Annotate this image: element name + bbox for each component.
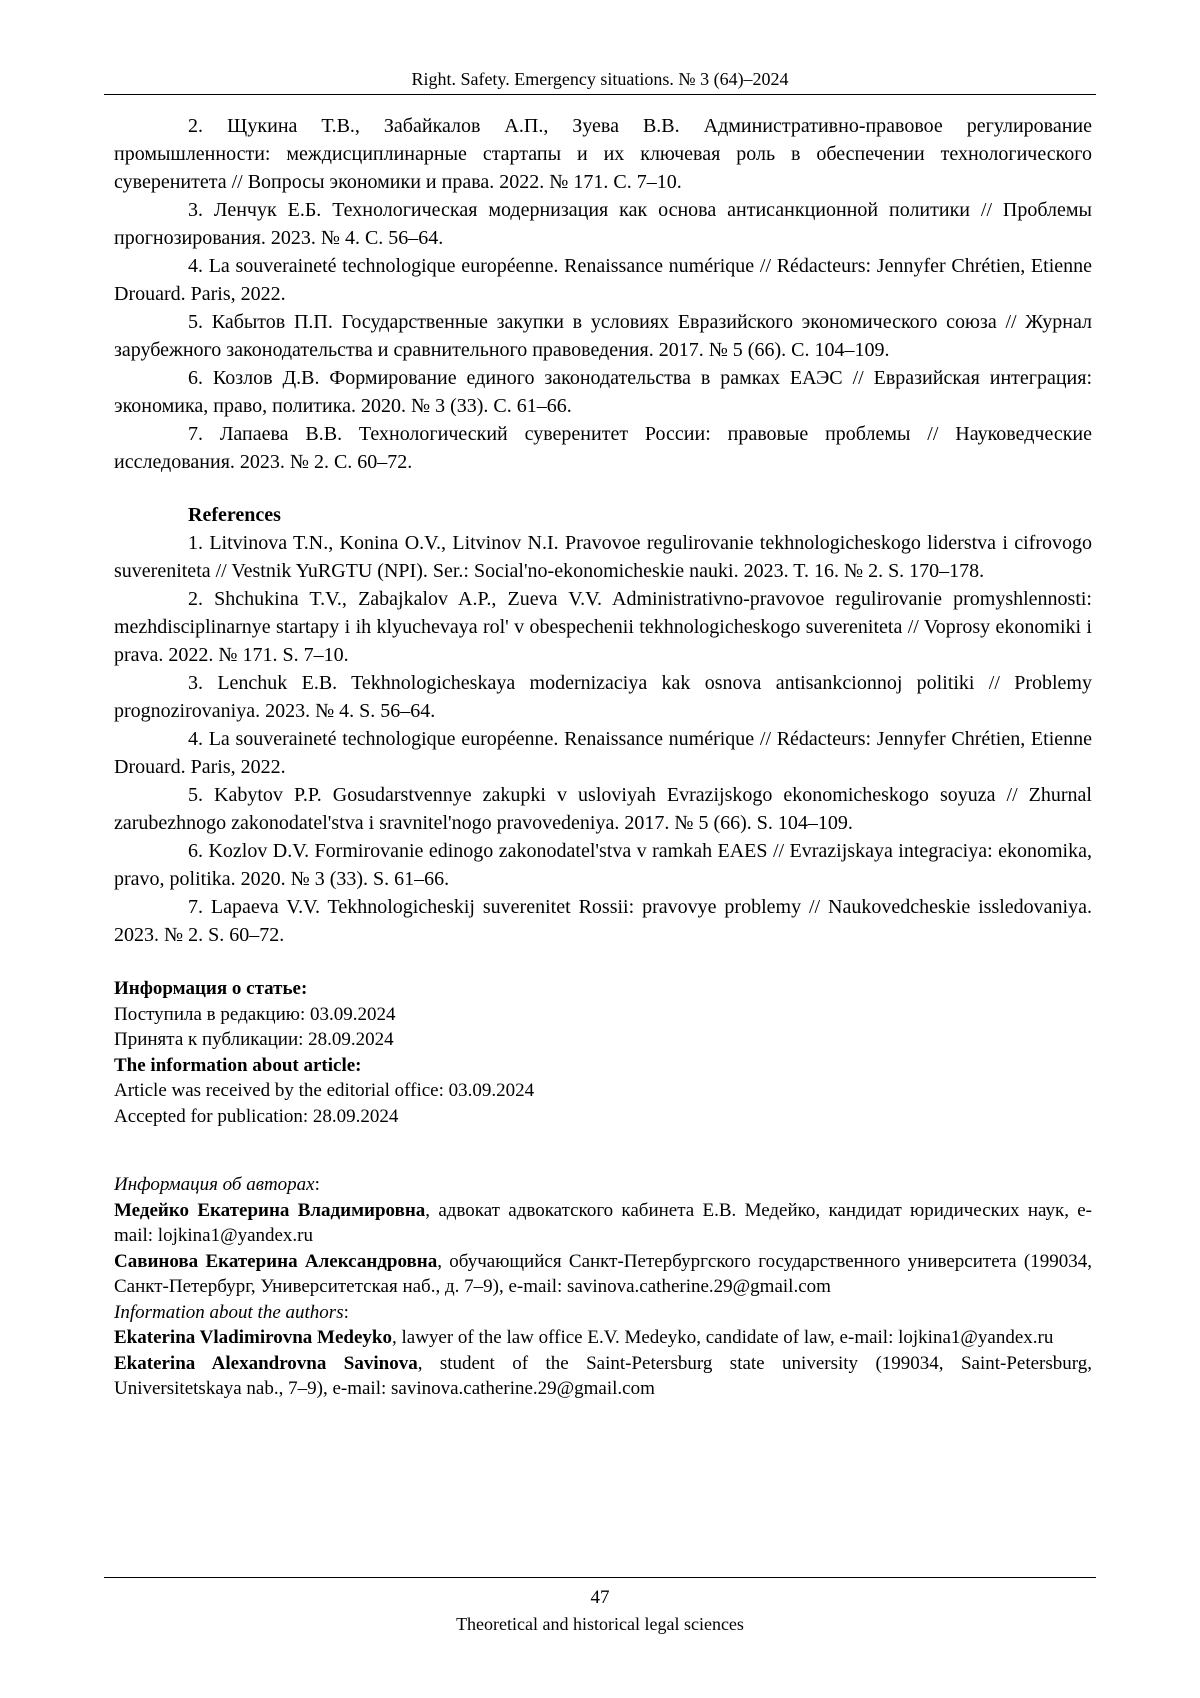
authors-en-heading-text: Information about the authors bbox=[114, 1301, 344, 1323]
authors-en-heading bbox=[114, 1300, 1092, 1326]
page-body bbox=[114, 112, 1092, 1402]
author-entry bbox=[114, 1325, 1092, 1351]
reference-item: 3. Lenchuk E.B. Tekhnologicheskaya modernizaciya kak osnova antisankcionnoj politiki // Problemy prognozirovaniya. 2023. № 4. S. 56–64. bbox=[114, 672, 1092, 722]
author-details: , student of the Saint-Petersburg state university (199034, Saint-Petersburg, Universitetskaya nab., 7–9), e-mail: savinova.catherine.29@gmail.com bbox=[114, 1352, 1092, 1399]
reference-item: 1. Litvinova T.N., Konina O.V., Litvinov N.I. Pravovoe regulirovanie tekhnologicheskogo liderstva i cifrovogo suvereniteta // Vestnik YuRGTU (NPI). Ser.: Social'no-ekonomicheskie nauki. 2023. T. 16. № 2. S. 170–178. bbox=[114, 532, 1092, 582]
author-name: Ekaterina Alexandrovna Savinova bbox=[114, 1352, 418, 1374]
article-info-ru-heading: Информация о статье: bbox=[114, 978, 308, 999]
article-info-en-heading: The information about article: bbox=[114, 1054, 362, 1076]
literature-item: 2. Щукина Т.В., Забайкалов А.П., Зуева В.В. Административно-правовое регулирование промышленности: междисциплинарные стартапы и их ключевая роль в обеспечении технологического суверенитета // Вопросы экономики и права. 2022. № 171. С. 7–10. bbox=[114, 115, 1092, 193]
literature-item: 5. Кабытов П.П. Государственные закупки в условиях Евразийского экономического союза // Журнал зарубежного законодательства и сравнительного правоведения. 2017. № 5 (66). С. 104–109. bbox=[114, 311, 1092, 361]
received-date-ru: Поступила в редакцию: 03.09.2024 bbox=[114, 1003, 396, 1025]
references-heading: References bbox=[188, 504, 281, 526]
header-rule bbox=[104, 94, 1096, 95]
literature-item: 7. Лапаева В.В. Технологический суверенитет России: правовые проблемы // Науковедческие исследования. 2023. № 2. С. 60–72. bbox=[114, 423, 1092, 473]
authors-en-heading-colon: : bbox=[343, 1301, 349, 1323]
literature-list bbox=[114, 112, 1092, 476]
author-entry bbox=[114, 1198, 1092, 1249]
authors-info bbox=[114, 1172, 1092, 1402]
accepted-date-en: Accepted for publication: 28.09.2024 bbox=[114, 1105, 399, 1127]
reference-item: 4. La souveraineté technologique européenne. Renaissance numérique // Rédacteurs: Jennyfer Chrétien, Etienne Drouard. Paris, 2022. bbox=[114, 728, 1092, 778]
author-name: Ekaterina Vladimirovna Medeyko bbox=[114, 1327, 392, 1348]
authors-ru-heading-text: Информация об авторах bbox=[114, 1174, 315, 1195]
literature-item: 6. Козлов Д.В. Формирование единого законодательства в рамках ЕАЭС // Евразийская интеграция: экономика, право, политика. 2020. № 3 (33). С. 61–66. bbox=[114, 367, 1092, 417]
footer-rule bbox=[104, 1577, 1096, 1578]
article-info bbox=[114, 976, 1092, 1129]
page-number: 47 bbox=[590, 1587, 610, 1608]
literature-item: 3. Ленчук Е.Б. Технологическая модернизация как основа антисанкционной политики // Проблемы прогнозирования. 2023. № 4. С. 56–64. bbox=[114, 199, 1092, 249]
author-entry bbox=[114, 1351, 1092, 1402]
authors-ru-heading-colon: : bbox=[314, 1174, 320, 1195]
author-details: , адвокат адвокатского кабинета Е.В. Медейко, кандидат юридических наук, e-mail: lojkina1@yandex.ru bbox=[114, 1199, 1092, 1246]
running-header: Right. Safety. Emergency situations. № 3 (64)–2024 bbox=[411, 69, 789, 89]
reference-item: 6. Kozlov D.V. Formirovanie edinogo zakonodatel'stva v ramkah EAES // Evrazijskaya integraciya: ekonomika, pravo, politika. 2020. № 3 (33). S. 61–66. bbox=[114, 840, 1092, 890]
references-section bbox=[114, 501, 1092, 949]
authors-ru-heading bbox=[114, 1172, 1092, 1198]
author-details: , обучающийся Санкт-Петербургского государственного университета (199034, Санкт-Петербург, Университетская наб., д. 7–9), e-mail: savinova.catherine.29@gmail.com bbox=[114, 1250, 1093, 1297]
literature-item: 4. La souveraineté technologique européenne. Renaissance numérique // Rédacteurs: Jennyfer Chrétien, Etienne Drouard. Paris, 2022. bbox=[114, 255, 1092, 305]
author-details: , lawyer of the law office E.V. Medeyko, candidate of law, e-mail: lojkina1@yandex.ru bbox=[391, 1327, 1054, 1348]
running-footer: Theoretical and historical legal sciences bbox=[456, 1614, 744, 1634]
reference-item: 2. Shchukina T.V., Zabajkalov A.P., Zueva V.V. Administrativno-pravovoe regulirovanie promyshlennosti: mezhdisciplinarnye startapy i ih klyuchevaya rol' v obespechenii tekhnologicheskogo suvereniteta // Voprosy ekonomiki i prava. 2022. № 171. S. 7–10. bbox=[114, 588, 1092, 666]
received-date-en: Article was received by the editorial office: 03.09.2024 bbox=[114, 1080, 535, 1101]
author-name: Медейко Екатерина Владимировна bbox=[114, 1199, 426, 1221]
accepted-date-ru: Принята к публикации: 28.09.2024 bbox=[114, 1029, 394, 1050]
author-entry bbox=[114, 1249, 1092, 1300]
reference-item: 7. Lapaeva V.V. Tekhnologicheskij suverenitet Rossii: pravovye problemy // Naukovedcheskie issledovaniya. 2023. № 2. S. 60–72. bbox=[114, 896, 1092, 946]
reference-item: 5. Kabytov P.P. Gosudarstvennye zakupki v usloviyah Evrazijskogo ekonomicheskogo soyuza // Zhurnal zarubezhnogo zakonodatel'stva i sravnitel'nogo pravovedeniya. 2017. № 5 (66). S. 104–109. bbox=[114, 784, 1092, 834]
author-name: Савинова Екатерина Александровна bbox=[114, 1250, 438, 1272]
